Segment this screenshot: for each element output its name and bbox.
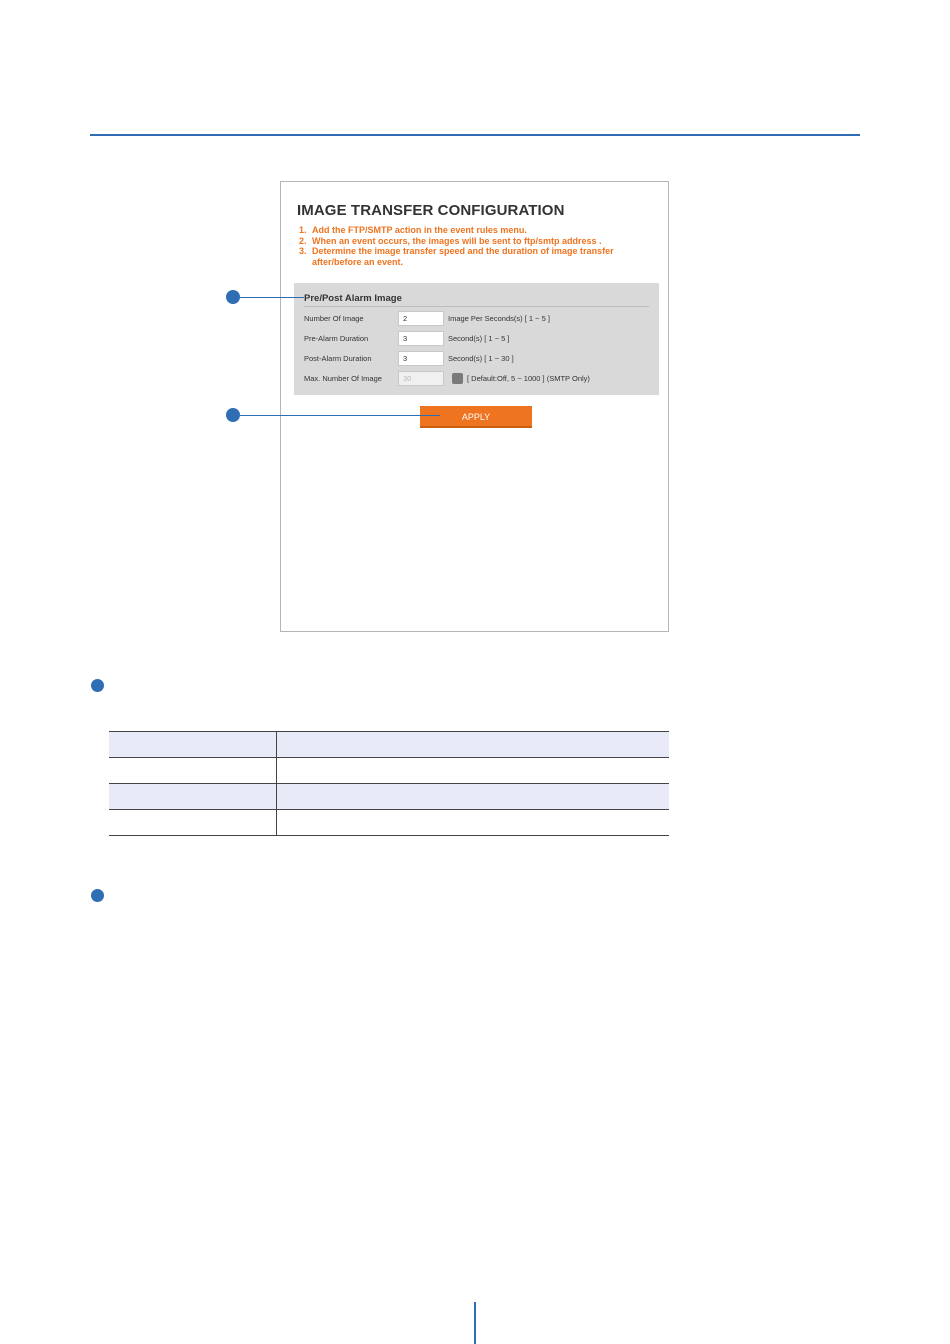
callout-marker-1 (226, 290, 240, 304)
instruction-text: Determine the image transfer speed and the duration of image transfer after/before an event. (312, 246, 614, 267)
table-cell (109, 758, 276, 784)
number-of-image-label: Number Of Image (304, 314, 364, 323)
panel-divider (304, 306, 649, 307)
number-of-image-input[interactable]: 2 (398, 311, 444, 326)
table-cell (109, 784, 276, 810)
max-number-of-image-input[interactable]: 30 (398, 371, 444, 386)
pre-alarm-duration-row (304, 330, 510, 347)
instruction-item (299, 236, 649, 247)
table-cell (109, 810, 276, 836)
page-title: IMAGE TRANSFER CONFIGURATION (297, 202, 565, 219)
table-row (109, 758, 669, 784)
post-alarm-duration-label: Post-Alarm Duration (304, 354, 372, 363)
post-alarm-duration-unit: Second(s) [ 1 ~ 30 ] (448, 354, 514, 363)
header-rule (90, 134, 860, 136)
callout-marker-2 (226, 408, 240, 422)
callout-leader-1 (240, 297, 304, 298)
pre-alarm-duration-unit: Second(s) [ 1 ~ 5 ] (448, 334, 510, 343)
instruction-text: Add the FTP/SMTP action in the event rules menu. (312, 225, 527, 235)
section-marker-1 (91, 679, 104, 692)
apply-button[interactable]: APPLY (420, 406, 532, 428)
pre-post-alarm-panel (294, 283, 659, 395)
table-cell (276, 758, 669, 784)
table-row (109, 784, 669, 810)
instruction-text: When an event occurs, the images will be sent to ftp/smtp address . (312, 235, 602, 246)
max-number-of-image-row (304, 370, 590, 387)
instruction-number: 1. (299, 225, 307, 235)
table-cell (109, 732, 276, 758)
instruction-item (299, 225, 649, 236)
post-alarm-duration-row (304, 350, 514, 367)
max-number-of-image-unit: [ Default:Off, 5 ~ 1000 ] (SMTP Only) (467, 374, 590, 383)
instruction-number: 2. (299, 235, 307, 246)
instruction-item (299, 246, 649, 267)
description-table (109, 731, 669, 836)
number-of-image-row (304, 310, 550, 327)
post-alarm-duration-input[interactable]: 3 (398, 351, 444, 366)
section-marker-2 (91, 889, 104, 902)
number-of-image-unit: Image Per Seconds(s) [ 1 ~ 5 ] (448, 314, 550, 323)
panel-title: Pre/Post Alarm Image (304, 293, 402, 304)
table-cell (276, 732, 669, 758)
instruction-list (299, 225, 649, 267)
max-number-checkbox[interactable] (452, 373, 463, 384)
table-row (109, 810, 669, 836)
callout-leader-2 (240, 415, 440, 416)
instruction-number: 3. (299, 246, 307, 256)
table-cell (276, 810, 669, 836)
table-cell (276, 784, 669, 810)
table-row (109, 732, 669, 758)
camera-ui-screenshot (280, 181, 669, 632)
pre-alarm-duration-label: Pre-Alarm Duration (304, 334, 369, 343)
footer-page-marker (474, 1302, 476, 1344)
max-number-of-image-label: Max. Number Of Image (304, 374, 382, 383)
pre-alarm-duration-input[interactable]: 3 (398, 331, 444, 346)
